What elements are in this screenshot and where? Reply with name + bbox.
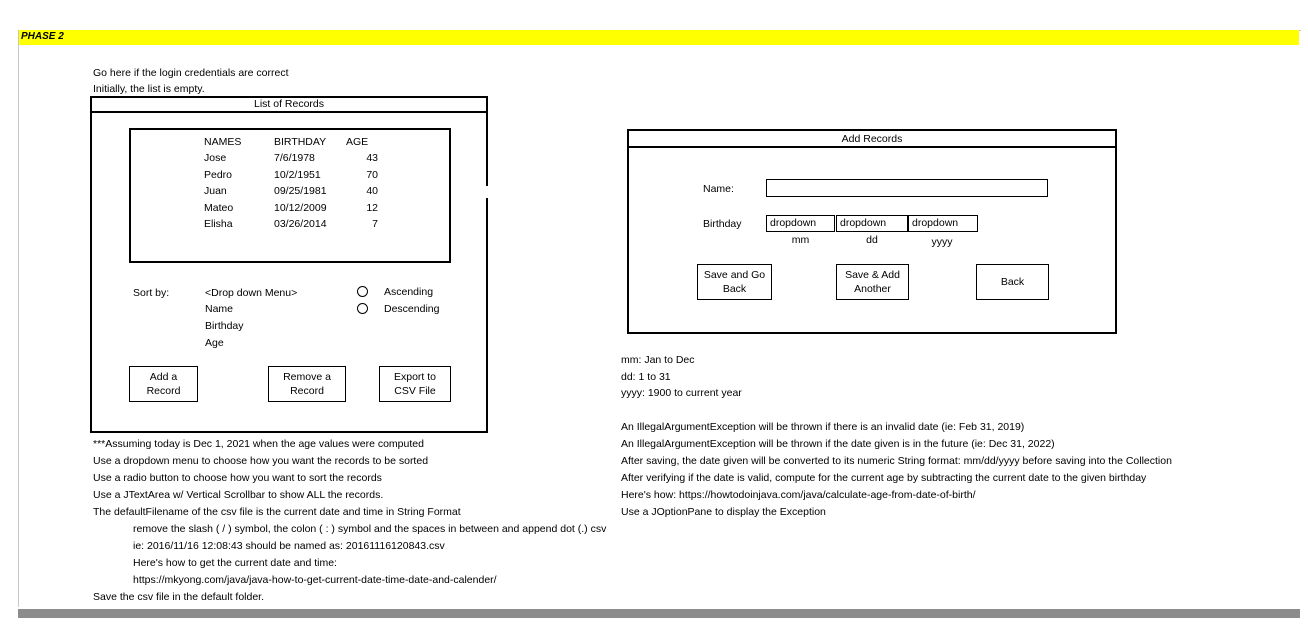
record-name: Juan: [204, 185, 227, 197]
record-name: Pedro: [204, 169, 233, 181]
right-note: Use a JOptionPane to display the Exception: [621, 506, 826, 518]
add-records-title: Add Records: [841, 133, 903, 145]
intro-line-2: Initially, the list is empty.: [93, 83, 205, 95]
sort-option-age[interactable]: Age: [205, 337, 224, 349]
button-label: Export to: [393, 371, 437, 383]
back-button[interactable]: [976, 264, 1049, 300]
button-label: Save & Add: [845, 269, 900, 281]
range-dd: dd: 1 to 31: [621, 371, 671, 383]
right-note: An IllegalArgumentException will be thrown if the date given is in the future (ie: Dec 31, 2022): [621, 438, 1055, 450]
birthday-label: Birthday: [703, 218, 742, 230]
range-mm: mm: Jan to Dec: [621, 354, 695, 366]
day-unit: dd: [866, 234, 878, 246]
indented-note: ie: 2016/11/16 12:08:43 should be named as: 20161116120843.csv: [133, 540, 445, 552]
record-age: 70: [366, 169, 378, 181]
indented-note: Here's how to get the current date and time:: [133, 557, 337, 569]
right-note: After saving, the date given will be converted to its numeric String format: mm/dd/yyyy before saving into the Collection: [621, 455, 1172, 467]
horizontal-scrollbar[interactable]: [18, 609, 1300, 618]
year-unit: yyyy: [931, 236, 953, 248]
radio-ascending-label: Ascending: [384, 286, 434, 298]
remove-record-button[interactable]: [268, 366, 346, 402]
button-label: Back: [722, 283, 747, 295]
phase-title: PHASE 2: [21, 31, 64, 42]
left-note: The defaultFilename of the csv file is the current date and time in String Format: [93, 506, 461, 518]
button-label: Record: [146, 385, 181, 397]
left-note: Use a radio button to choose how you want to sort the records: [93, 472, 382, 484]
sort-dropdown[interactable]: <Drop down Menu>: [205, 287, 298, 299]
sort-option-birthday[interactable]: Birthday: [205, 320, 244, 332]
left-note: ***Assuming today is Dec 1, 2021 when the age values were computed: [93, 438, 424, 450]
sort-option-name[interactable]: Name: [205, 303, 234, 315]
record-age: 43: [366, 152, 378, 164]
radio-ascending[interactable]: [357, 286, 368, 297]
record-name: Jose: [204, 152, 227, 164]
list-records-title: List of Records: [253, 98, 325, 110]
button-label: Add a: [149, 371, 178, 383]
add-record-button[interactable]: [129, 366, 198, 402]
record-birthday: 09/25/1981: [274, 185, 327, 197]
record-birthday: 10/2/1951: [274, 169, 321, 181]
button-label: Back: [1000, 276, 1025, 288]
radio-descending-label: Descending: [384, 303, 440, 315]
day-dropdown[interactable]: dropdown: [836, 215, 908, 232]
header-birthday: BIRTHDAY: [274, 136, 327, 148]
button-label: Save and Go: [703, 269, 766, 281]
indented-note: https://mkyong.com/java/java-how-to-get-current-date-time-date-and-calender/: [133, 574, 497, 586]
right-note: Here's how: https://howtodoinjava.com/java/calculate-age-from-date-of-birth/: [621, 489, 976, 501]
button-label: Record: [290, 385, 324, 397]
left-note: Use a dropdown menu to choose how you want the records to be sorted: [93, 455, 429, 467]
month-unit: mm: [791, 234, 810, 246]
save-and-go-back-button[interactable]: [697, 264, 772, 300]
record-age: 7: [372, 218, 378, 230]
export-csv-button[interactable]: [379, 366, 451, 402]
save-and-add-another-button[interactable]: [836, 264, 909, 300]
button-label: CSV File: [394, 385, 436, 397]
header-age: AGE: [346, 136, 369, 148]
right-note: An IllegalArgumentException will be thrown if there is an invalid date (ie: Feb 31, 2019): [621, 421, 1025, 433]
add-title-divider: [627, 146, 1117, 148]
sort-by-label: Sort by:: [133, 287, 170, 299]
button-label: Remove a: [283, 371, 331, 383]
record-name: Elisha: [204, 218, 233, 230]
list-title-divider: [90, 111, 488, 113]
final-note: Save the csv file in the default folder.: [93, 591, 265, 603]
indented-note: remove the slash ( / ) symbol, the colon ( : ) symbol and the spaces in between and append dot (.) csv: [133, 523, 607, 535]
name-label: Name:: [703, 183, 734, 195]
record-age: 40: [366, 185, 378, 197]
record-age: 12: [366, 202, 378, 214]
right-note: After verifying if the date is valid, compute for the current age by subtracting the current date to the given birthday: [621, 472, 1147, 484]
record-birthday: 03/26/2014: [274, 218, 327, 230]
left-note: Use a JTextArea w/ Vertical Scrollbar to show ALL the records.: [93, 489, 384, 501]
intro-line-1: Go here if the login credentials are correct: [93, 67, 289, 79]
year-dropdown[interactable]: dropdown: [908, 215, 978, 232]
range-yyyy: yyyy: 1900 to current year: [621, 387, 742, 399]
radio-descending[interactable]: [357, 303, 368, 314]
record-birthday: 7/6/1978: [274, 152, 315, 164]
name-input[interactable]: [766, 179, 1048, 197]
phase-banner: [19, 30, 1299, 45]
header-names: NAMES: [204, 136, 242, 148]
record-name: Mateo: [204, 202, 234, 214]
window-gap: [486, 186, 490, 198]
button-label: Another: [854, 283, 891, 295]
record-birthday: 10/12/2009: [274, 202, 327, 214]
month-dropdown[interactable]: dropdown: [766, 215, 835, 232]
